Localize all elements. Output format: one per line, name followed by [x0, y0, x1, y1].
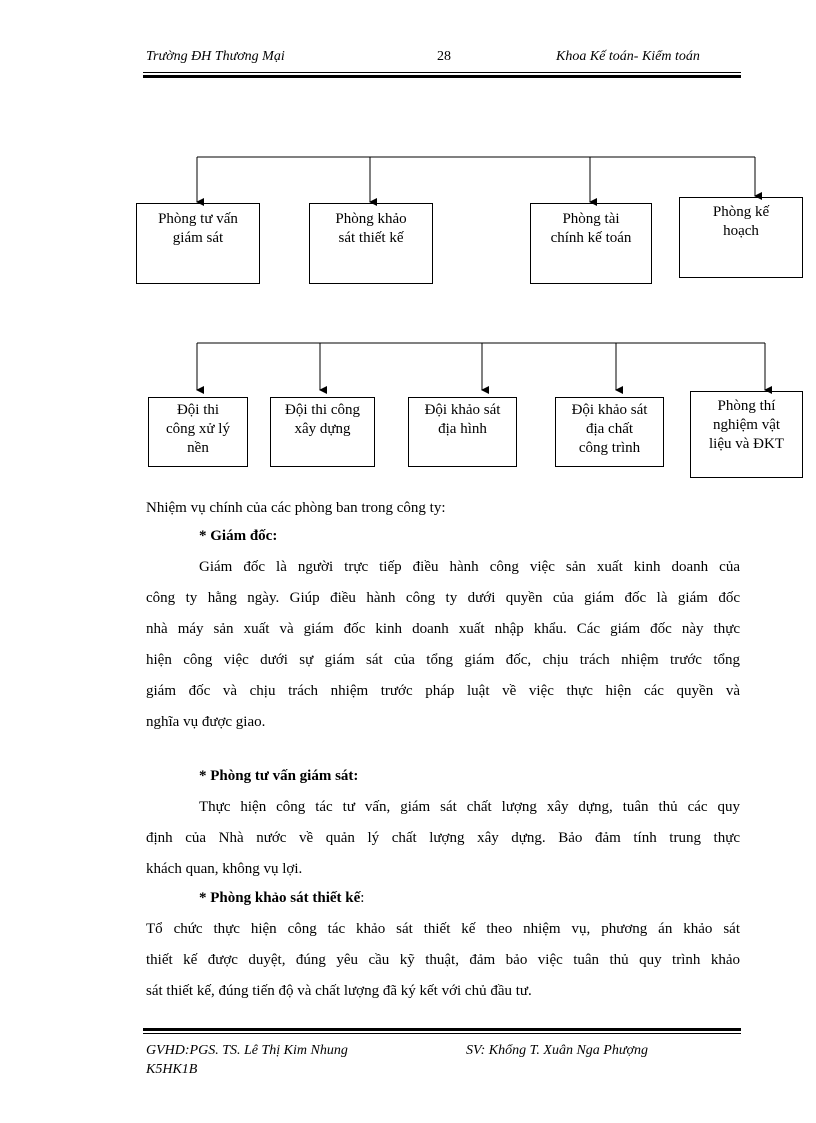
paragraph-line: giám đốc và chịu trách nhiệm trước pháp luật về việc thực hiện các quyền và [146, 683, 740, 699]
section-title-khao-sat-thiet-ke: * Phòng khảo sát thiết kế [199, 890, 361, 906]
box-line: nền [187, 440, 209, 456]
box-line: Đội thi công [285, 402, 360, 418]
page-number: 28 [437, 49, 451, 64]
box-line: Đội thi [176, 402, 220, 418]
box-line: công xử lý [166, 421, 230, 437]
section-title-giam-doc: * Giám đốc: [199, 528, 278, 544]
intro-text: Nhiệm vụ chính của các phòng ban trong công ty: [146, 500, 446, 516]
box-doi-khao-sat-dia-hinh [408, 397, 517, 467]
box-line: liệu và ĐKT [709, 436, 784, 452]
box-line: Phòng tư vấn [158, 211, 238, 227]
paragraph-line: sát thiết kế, đúng tiến độ và chất lượng đã ký kết với chủ đầu tư. [146, 983, 532, 999]
footer-rule-thick [143, 1028, 741, 1031]
footer-student: SV: Khổng T. Xuân Nga Phượng [466, 1043, 648, 1058]
box-line: chính kế toán [550, 230, 632, 246]
paragraph-line: hiện công việc dưới sự giám sát của tổng giám đốc, chịu trách nhiệm trước tổng [146, 652, 740, 668]
box-phong-ke-hoach [679, 197, 803, 278]
paragraph-line: định của Nhà nước về quản lý chất lượng xây dựng. Bảo đảm tính trung thực [146, 830, 740, 846]
header-school: Trường ĐH Thương Mại [146, 49, 285, 64]
paragraph-line: Thực hiện công tác tư vấn, giám sát chất lượng xây dựng, tuân thủ các quy [199, 799, 740, 815]
box-line: giám sát [172, 230, 224, 246]
section-title-khao-sat-thiet-ke-wrap [199, 890, 364, 907]
box-line: xây dựng [294, 421, 351, 437]
box-line: Phòng tài [562, 211, 620, 227]
footer-supervisor: GVHD:PGS. TS. Lê Thị Kim Nhung [146, 1043, 348, 1058]
box-line: sát thiết kế [338, 230, 404, 246]
paragraph-line: công ty hằng ngày. Giúp điều hành công ty dưới quyền của giám đốc là giám đốc [146, 590, 740, 606]
box-line: địa hình [438, 421, 487, 437]
box-line: Đội khảo sát [571, 402, 648, 418]
box-doi-khao-sat-dia-chat [555, 397, 664, 467]
header-faculty: Khoa Kế toán- Kiểm toán [556, 49, 700, 64]
paragraph-line: thiết kế được duyệt, đúng yêu cầu kỹ thuật, đảm bảo việc tuân thủ quy trình khảo [146, 952, 740, 968]
box-line: nghiệm vật [712, 417, 781, 433]
footer-class-code: K5HK1B [146, 1062, 198, 1077]
paragraph-line: nghĩa vụ được giao. [146, 714, 266, 730]
box-doi-thi-cong-xu-ly-nen [148, 397, 248, 467]
box-line: hoạch [723, 223, 759, 239]
box-doi-thi-cong-xay-dung [270, 397, 375, 467]
box-line: Phòng kế [712, 204, 770, 220]
box-line: địa chất [585, 421, 634, 437]
box-phong-khao-sat-thiet-ke [309, 203, 433, 284]
paragraph-line: nhà máy sản xuất và giám đốc kinh doanh xuất nhập khẩu. Các giám đốc này thực [146, 621, 740, 637]
box-phong-thi-nghiem [690, 391, 803, 478]
box-line: Phòng khảo [335, 211, 407, 227]
paragraph-line: khách quan, không vụ lợi. [146, 861, 303, 877]
box-line: Đội khảo sát [424, 402, 501, 418]
section-title-tu-van-giam-sat: * Phòng tư vấn giám sát: [199, 768, 359, 784]
section-title-colon: : [360, 890, 365, 906]
paragraph-line: Tổ chức thực hiện công tác khảo sát thiết kế theo nhiệm vụ, phương án khảo sát [146, 921, 740, 937]
box-line: Phòng thí [717, 398, 776, 414]
box-line: công trình [578, 440, 641, 456]
paragraph-line: Giám đốc là người trực tiếp điều hành công việc sản xuất kinh doanh của [199, 559, 740, 575]
footer-rule-thin [143, 1033, 741, 1034]
box-phong-tu-van-giam-sat [136, 203, 260, 284]
box-phong-tai-chinh-ke-toan [530, 203, 652, 284]
